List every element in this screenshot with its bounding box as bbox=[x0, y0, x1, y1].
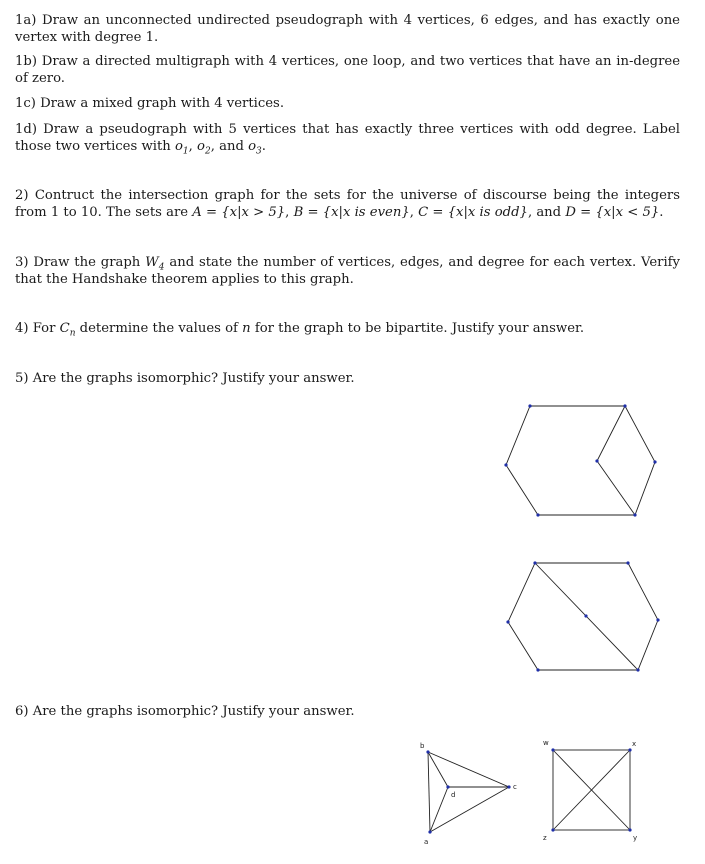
graph-w4: $W_4$ bbox=[145, 255, 165, 273]
vertex-o3: $o_3$ bbox=[248, 139, 262, 157]
question-1d: 1d) Draw a pseudograph with 5 vertices that has exactly three vertices with odd degree. Label those two vertices with $o_1$, $o_2$, and $o_3$. bbox=[15, 122, 680, 157]
label-x: x bbox=[632, 740, 637, 748]
vertex-o2: $o_2$ bbox=[197, 139, 211, 157]
set-b: B = {x|x is even} bbox=[293, 205, 410, 220]
label-c: c bbox=[513, 783, 517, 791]
set-a: A = {x|x > 5} bbox=[192, 205, 286, 220]
label-y: y bbox=[633, 834, 638, 842]
question-2: 2) Contruct the intersection graph for the sets for the universe of discourse being the integers from 1 to 10. The sets are A = {x|x > 5}, B = {x|x is even}, C = {x|x is odd}, and D = {x|x < 5}. bbox=[15, 188, 680, 220]
q5-graph-2-cycle bbox=[508, 563, 658, 670]
label-b: b bbox=[420, 742, 425, 750]
graph-cn: $C_n$ bbox=[59, 321, 76, 339]
question-1c: 1c) Draw a mixed graph with 4 vertices. bbox=[15, 96, 285, 111]
label-z: z bbox=[543, 834, 547, 842]
question-1d-text: 1d) Draw a pseudograph with 5 vertices that has exactly three vertices with odd degree. Label those two vertices with bbox=[15, 122, 680, 154]
label-d: d bbox=[451, 791, 456, 799]
q5-graph-1-cycle bbox=[506, 406, 655, 515]
question-2-text: 2) Contruct the intersection graph for the sets for the universe of discourse being the integers from 1 to 10. The sets are bbox=[15, 188, 680, 220]
question-3: 3) Draw the graph $W_4$ and state the number of vertices, edges, and degree for each vertex. Verify that the Handshake theorem applies to this graph. bbox=[15, 255, 680, 287]
label-a: a bbox=[424, 838, 429, 846]
q5-graph-1 bbox=[504, 404, 656, 516]
question-1b: 1b) Draw a directed multigraph with 4 vertices, one loop, and two vertices that have an in-degree of zero. bbox=[15, 54, 680, 86]
question-1a: 1a) Draw an unconnected undirected pseudograph with 4 vertices, 6 edges, and has exactly one vertex with degree 1. bbox=[15, 13, 680, 45]
q5-graph-2 bbox=[506, 561, 659, 671]
variable-n: n bbox=[242, 321, 251, 336]
vertex-o1: $o_1$ bbox=[174, 139, 189, 157]
set-c: C = {x|x is odd} bbox=[418, 205, 528, 220]
label-w: w bbox=[543, 739, 549, 747]
question-4: 4) For $C_n$ determine the values of n for the graph to be bipartite. Justify your answer. bbox=[15, 321, 585, 339]
q5-graph-2-vertices bbox=[506, 561, 659, 671]
q6-graph-left-vertices bbox=[426, 750, 510, 833]
set-d: D = {x|x < 5} bbox=[565, 205, 660, 220]
question-6: 6) Are the graphs isomorphic? Justify your answer. bbox=[15, 704, 355, 719]
q6-graph-left bbox=[420, 742, 517, 846]
q5-graph-1-vertices bbox=[504, 404, 656, 516]
q6-graph-right bbox=[543, 739, 637, 842]
q5-graph-1-inner-path bbox=[597, 406, 635, 515]
question-5: 5) Are the graphs isomorphic? Justify your answer. bbox=[15, 371, 355, 386]
